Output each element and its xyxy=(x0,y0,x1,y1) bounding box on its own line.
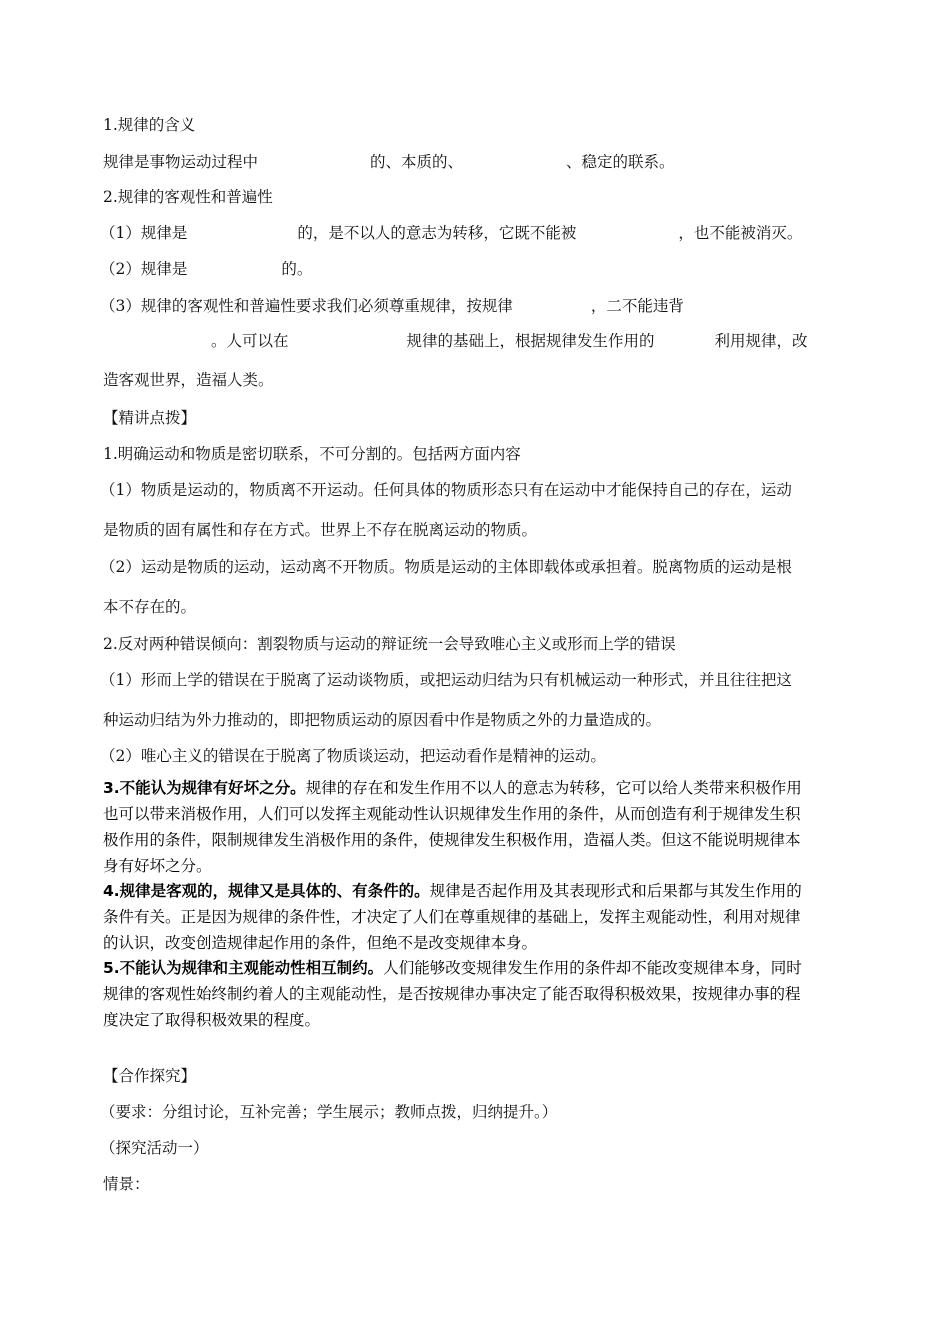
text: 规律是否起作用及其表现形式和后果都与其发生作用的 xyxy=(429,882,802,900)
item-1 xyxy=(100,223,802,243)
bold-point-3-line3: 极作用的条件，限制规律发生消极作用的条件，使规律发生积极作用，造福人类。但这不能说明规律本 xyxy=(103,831,801,849)
item-3-cont xyxy=(211,331,808,351)
point-1-a-line2: 是物质的固有属性和存在方式。世界上不存在脱离运动的物质。 xyxy=(103,521,538,539)
bold-title: 5.不能认为规律和主观能动性相互制约。 xyxy=(103,959,384,977)
text: （1）规律是 xyxy=(100,224,188,242)
text: ，二不能违背 xyxy=(590,297,684,315)
text: 人们能够改变规律发生作用的条件却不能改变规律本身，同时 xyxy=(383,959,802,977)
point-1: 1.明确运动和物质是密切联系，不可分割的。包括两方面内容 xyxy=(103,445,521,463)
item-3-end: 造客观世界，造福人类。 xyxy=(103,371,274,389)
text: 。人可以在 xyxy=(211,332,289,350)
text: ，也不能被消灭。 xyxy=(678,224,803,242)
law-definition-line xyxy=(103,152,675,172)
bold-point-3-line1 xyxy=(103,777,802,799)
text: 、稳定的联系。 xyxy=(566,153,675,171)
point-2-b: （2）唯心主义的错误在于脱离了物质谈运动，把运动看作是精神的运动。 xyxy=(100,747,606,765)
point-1-b-line1: （2）运动是物质的运动，运动离不开物质。物质是运动的主体即载体或承担着。脱离物质的运动是根 xyxy=(100,558,792,576)
text: （3）规律的客观性和普遍性要求我们必须尊重规律，按规律 xyxy=(100,297,513,315)
text: 利用规律，改 xyxy=(714,332,808,350)
heading-objectivity: 2.规律的客观性和普遍性 xyxy=(103,188,273,206)
point-2-a-line1: （1）形而上学的错误在于脱离了运动谈物质，或把运动归结为只有机械运动一种形式，并且往往把这 xyxy=(100,671,792,689)
bold-point-5-line3: 度决定了取得积极效果的程度。 xyxy=(103,1011,321,1029)
bold-point-5-line2: 规律的客观性始终制约着人的主观能动性，是否按规律办事决定了能否取得积极效果，按规律办事的程 xyxy=(103,985,801,1003)
text: 规律是事物运动过程中 xyxy=(103,153,259,171)
bold-title: 3.不能认为规律有好坏之分。 xyxy=(103,779,306,797)
item-3 xyxy=(100,296,684,316)
heading-key-points: 【精讲点拨】 xyxy=(103,409,197,427)
bold-point-4-line3: 的认识，改变创造规律起作用的条件，但绝不是改变规律本身。 xyxy=(103,934,538,952)
bold-point-4-line2: 条件有关。正是因为规律的条件性，才决定了人们在尊重规律的基础上，发挥主观能动性，利用对规律 xyxy=(103,908,801,926)
bold-point-3-line4: 身有好坏之分。 xyxy=(103,857,212,875)
heading-cooperation: 【合作探究】 xyxy=(103,1067,197,1085)
text: 的、本质的、 xyxy=(370,153,464,171)
text: 规律的存在和发生作用不以人的意志为转移，它可以给人类带来积极作用 xyxy=(305,779,802,797)
point-2-a-line2: 种运动归结为外力推动的，即把物质运动的原因看中作是物质之外的力量造成的。 xyxy=(103,711,662,729)
point-2: 2.反对两种错误倾向：割裂物质与运动的辩证统一会导致唯心主义或形而上学的错误 xyxy=(103,635,676,653)
scenario-label: 情景： xyxy=(103,1175,150,1193)
activity-one: （探究活动一） xyxy=(100,1139,209,1157)
item-2 xyxy=(100,259,312,279)
text: 规律的基础上，根据规律发生作用的 xyxy=(406,332,655,350)
point-1-b-line2: 本不存在的。 xyxy=(103,598,197,616)
requirements: （要求：分组讨论，互补完善；学生展示；教师点拨，归纳提升。） xyxy=(100,1103,558,1121)
text: （2）规律是 xyxy=(100,260,188,278)
point-1-a-line1: （1）物质是运动的，物质离不开运动。任何具体的物质形态只有在运动中才能保持自己的存在，运动 xyxy=(100,481,792,499)
heading-law-meaning: 1.规律的含义 xyxy=(103,116,196,134)
bold-point-5-line1 xyxy=(103,957,802,979)
text: 的，是不以人的意志为转移，它既不能被 xyxy=(297,224,577,242)
text: 的。 xyxy=(281,260,313,278)
bold-point-3-line2: 也可以带来消极作用，人们可以发挥主观能动性认识规律发生作用的条件，从而创造有利于规律发生积 xyxy=(103,805,801,823)
bold-title: 4.规律是客观的，规律又是具体的、有条件的。 xyxy=(103,882,430,900)
bold-point-4-line1 xyxy=(103,880,802,902)
